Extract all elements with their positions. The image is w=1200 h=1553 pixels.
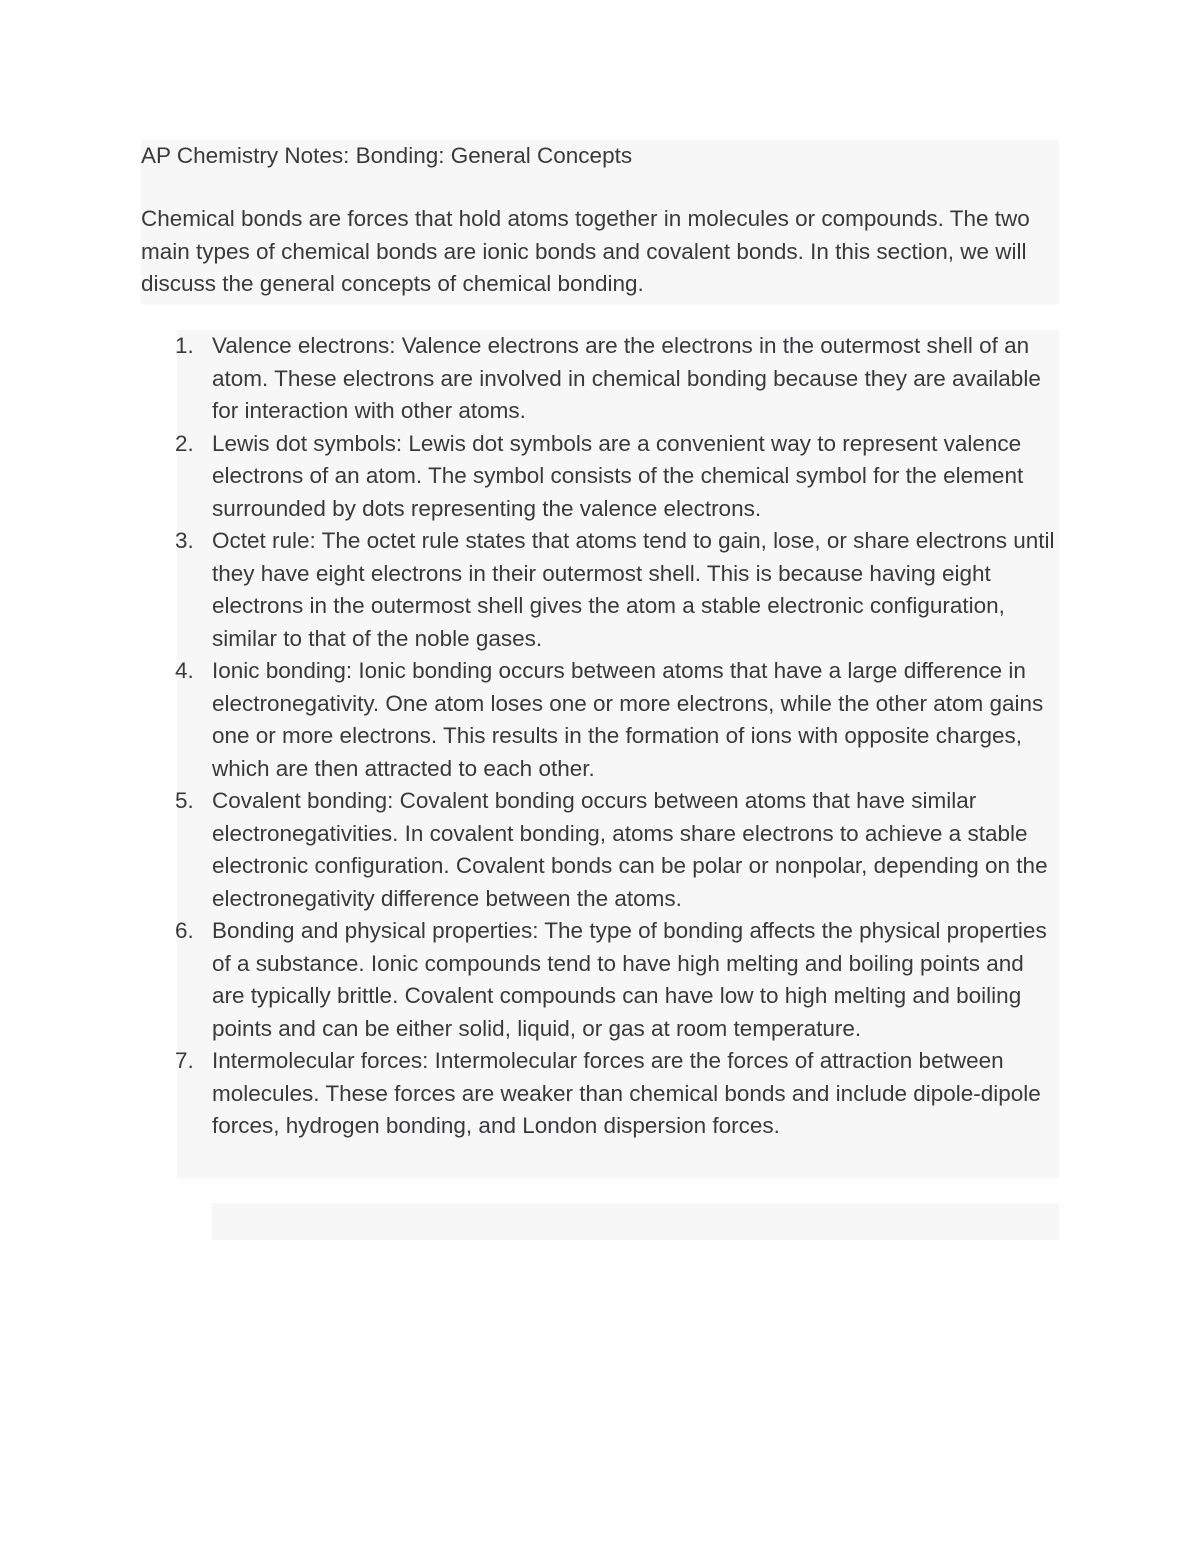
list-item-text: Bonding and physical properties: The type of bonding affects the physical properties of a substance. Ionic compounds tend to have high melting and boiling points and are typically brittle. Covalent compounds can have low to high melting and boiling points and can be either solid, liquid, or gas at room temperature. bbox=[212, 918, 1047, 1041]
list-item-number: 2. bbox=[175, 430, 194, 456]
list-item-number: 5. bbox=[175, 788, 194, 813]
empty-background-block bbox=[212, 1203, 1059, 1240]
list-item bbox=[175, 1045, 1062, 1143]
list-item-text: Intermolecular forces: Intermolecular forces are the forces of attraction between molecules. These forces are weaker than chemical bonds and include dipole-dipole forces, hydrogen bonding, and London dispersion forces. bbox=[212, 1048, 1041, 1138]
list-item-text: Valence electrons: Valence electrons are the electrons in the outermost shell of an atom. These electrons are involved in chemical bonding because they are available for interaction with other atoms. bbox=[212, 333, 1041, 423]
list-item-number: 1. bbox=[175, 333, 194, 358]
list-item-number: 4. bbox=[175, 658, 194, 683]
list-item-text: Octet rule: The octet rule states that atoms tend to gain, lose, or share electrons until they have eight electrons in their outermost shell. This is because having eight electrons in the outermost shell gives the atom a stable electronic configuration, similar to that of the noble gases. bbox=[212, 528, 1055, 651]
list-item bbox=[175, 655, 1062, 785]
list-item bbox=[175, 525, 1062, 655]
concepts-list bbox=[175, 330, 1062, 1143]
list-item-text: Ionic bonding: Ionic bonding occurs between atoms that have a large difference in electronegativity. One atom loses one or more electrons, while the other atom gains one or more electrons. This results in the formation of ions with opposite charges, which are then attracted to each other. bbox=[212, 658, 1044, 781]
document-title: AP Chemistry Notes: Bonding: General Concepts bbox=[141, 143, 633, 168]
list-item-number: 7. bbox=[175, 1048, 194, 1073]
list-item bbox=[175, 915, 1062, 1045]
list-item-text: Covalent bonding: Covalent bonding occurs between atoms that have similar electronegativities. In covalent bonding, atoms share electrons to achieve a stable electronic configuration. Covalent bonds can be polar or nonpolar, depending on the electronegativity difference between the atoms. bbox=[212, 788, 1048, 911]
intro-paragraph: Chemical bonds are forces that hold atoms together in molecules or compounds. The two main types of chemical bonds are ionic bonds and covalent bonds. In this section, we will discuss the general concepts of chemical bonding. bbox=[141, 206, 1030, 297]
list-item-number: 3. bbox=[175, 528, 194, 553]
list-item bbox=[175, 330, 1062, 428]
list-item-text: Lewis dot symbols: Lewis dot symbols are a convenient way to represent valence electrons of an atom. The symbol consists of the chemical symbol for the element surrounded by dots representing the valence electrons. bbox=[212, 430, 1024, 521]
list-item bbox=[175, 785, 1062, 915]
list-item bbox=[175, 428, 1062, 526]
list-item-number: 6. bbox=[175, 918, 194, 943]
